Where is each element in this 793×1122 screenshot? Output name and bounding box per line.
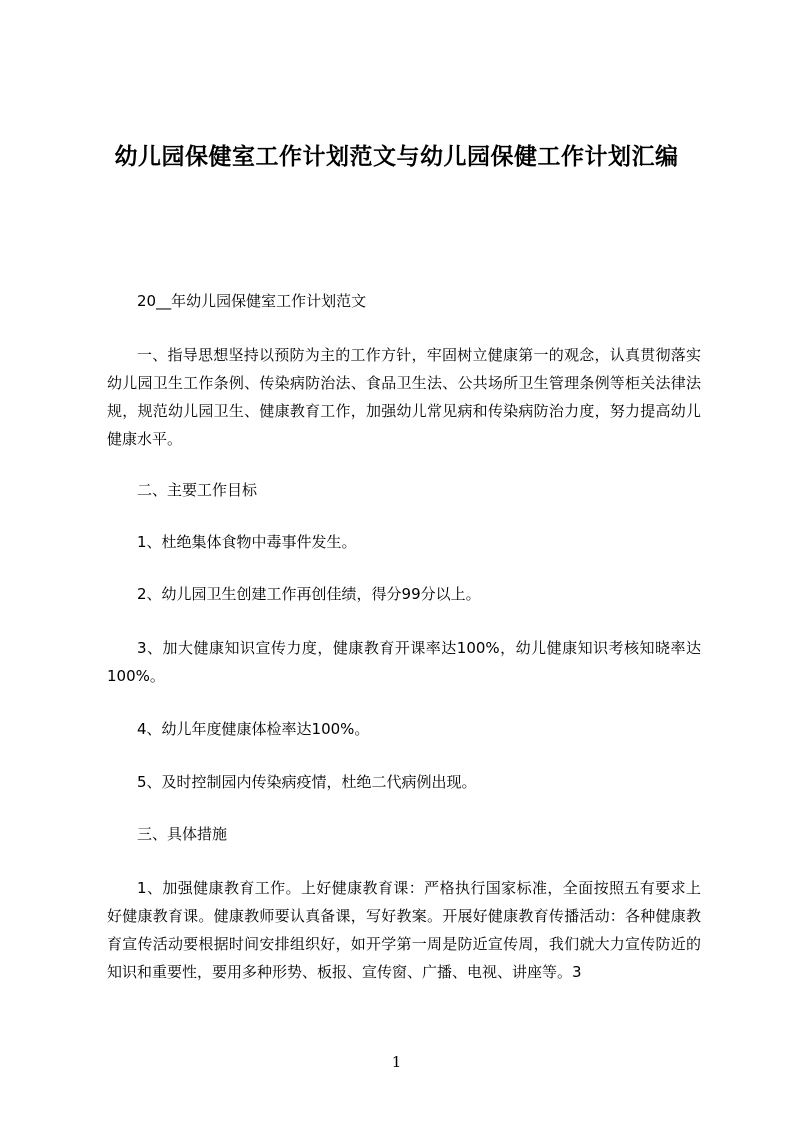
section-heading-measures: 三、具体措施 bbox=[137, 825, 228, 843]
measure-item-1: 1、加强健康教育工作。上好健康教育课：严格执行国家标准，全面按照五有要求上好健康教育课。健康教师要认真备课，写好教案。开展好健康教育传播活动：各种健康教育宣传活动要根据时间安排组织好，如开学第一周是防近宣传周，我们就大力宣传防近的知识和重要性，要用多种形势、板报、宣传窗、广播、电视、讲座等。3 bbox=[107, 879, 701, 981]
page-number: 1 bbox=[391, 1053, 402, 1071]
paragraph-guiding-ideology: 一、指导思想坚持以预防为主的工作方针，牢固树立健康第一的观念，认真贯彻落实幼儿园卫生工作条例、传染病防治法、食品卫生法、公共场所卫生管理条例等柜关法律法规，规范幼儿园卫生、健康教育工作，加强幼儿常见病和传染病防治力度，努力提高幼儿健康水平。 bbox=[107, 346, 701, 448]
section-heading-plan: 20__年幼儿园保健室工作计划范文 bbox=[137, 292, 367, 310]
section-heading-goals: 二、主要工作目标 bbox=[137, 481, 258, 499]
goal-item-3: 3、加大健康知识宣传力度，健康教育开课率达100%，幼儿健康知识考核知晓率达100%。 bbox=[107, 639, 701, 685]
goal-item-2: 2、幼儿园卫生创建工作再创佳绩，得分99分以上。 bbox=[137, 585, 481, 603]
document-title: 幼儿园保健室工作计划范文与幼儿园保健工作计划汇编 bbox=[114, 144, 679, 170]
goal-item-4: 4、幼儿年度健康体检率达100%。 bbox=[137, 720, 370, 738]
goal-item-5: 5、及时控制园内传染病疫情，杜绝二代病例出现。 bbox=[137, 773, 477, 791]
goal-item-1: 1、杜绝集体食物中毒事件发生。 bbox=[137, 533, 357, 551]
